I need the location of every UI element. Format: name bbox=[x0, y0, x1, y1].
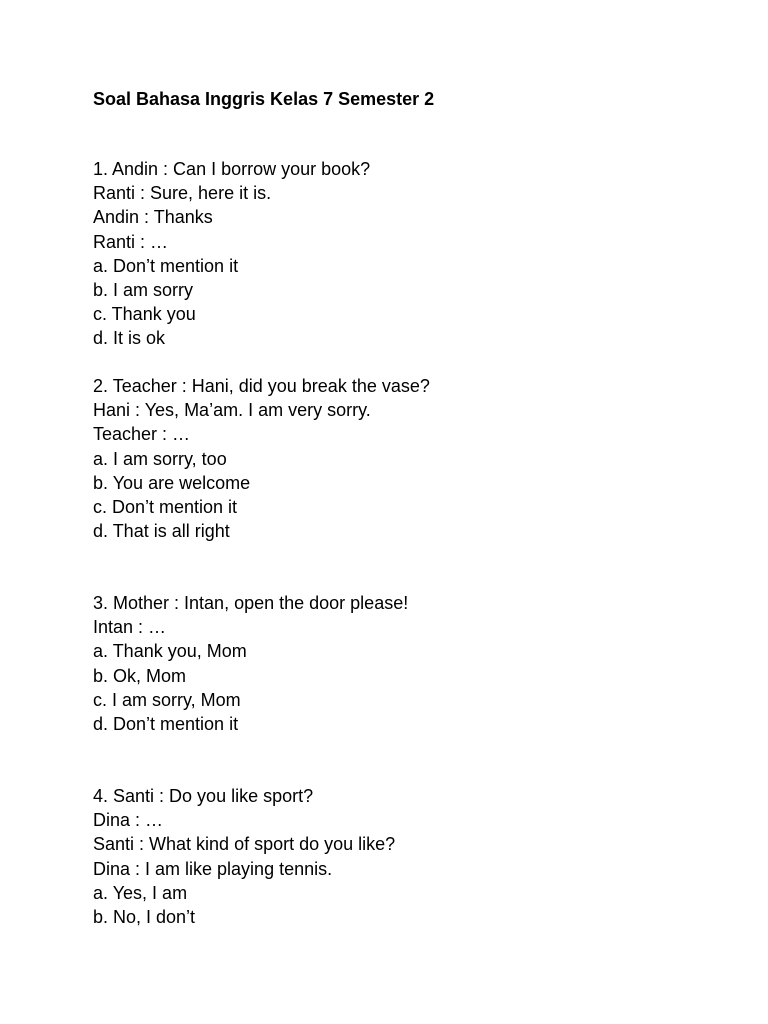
question-4-dialog-line: Santi : What kind of sport do you like? bbox=[93, 834, 396, 855]
question-3-option-a: a. Thank you, Mom bbox=[93, 641, 247, 662]
question-3-option-c: c. I am sorry, Mom bbox=[93, 689, 241, 710]
question-4-option-a: a. Yes, I am bbox=[93, 882, 188, 903]
question-3-option-b: b. Ok, Mom bbox=[93, 665, 187, 686]
question-2-dialog-line: Teacher : … bbox=[93, 424, 191, 445]
question-1 bbox=[93, 157, 370, 351]
question-1-option-a: a. Don’t mention it bbox=[93, 255, 239, 276]
question-1-option-c: c. Thank you bbox=[93, 304, 196, 325]
question-2-option-b: b. You are welcome bbox=[93, 472, 251, 493]
question-3 bbox=[93, 591, 408, 736]
question-2-option-a: a. I am sorry, too bbox=[93, 448, 227, 469]
question-4-option-b: b. No, I don’t bbox=[93, 907, 196, 928]
question-4 bbox=[93, 784, 395, 929]
question-1-dialog-line: Ranti : … bbox=[93, 231, 169, 252]
question-4-dialog-line: Dina : … bbox=[93, 810, 164, 831]
question-4-prompt: 4. Santi : Do you like sport? bbox=[93, 786, 314, 806]
question-2-option-c: c. Don’t mention it bbox=[93, 497, 238, 518]
question-3-dialog-line: Intan : … bbox=[93, 617, 167, 638]
question-1-prompt: 1. Andin : Can I borrow your book? bbox=[93, 159, 371, 179]
question-3-option-d: d. Don’t mention it bbox=[93, 714, 239, 735]
question-1-option-d: d. It is ok bbox=[93, 328, 166, 349]
question-4-dialog-line: Dina : I am like playing tennis. bbox=[93, 858, 333, 879]
question-2-dialog-line: Hani : Yes, Ma’am. I am very sorry. bbox=[93, 400, 371, 421]
question-1-dialog-line: Ranti : Sure, here it is. bbox=[93, 183, 272, 204]
question-2-prompt: 2. Teacher : Hani, did you break the vase? bbox=[93, 376, 430, 396]
question-2-option-d: d. That is all right bbox=[93, 521, 230, 542]
question-1-dialog-line: Andin : Thanks bbox=[93, 207, 213, 228]
question-2 bbox=[93, 374, 430, 543]
document-title: Soal Bahasa Inggris Kelas 7 Semester 2 bbox=[93, 89, 435, 109]
question-3-prompt: 3. Mother : Intan, open the door please! bbox=[93, 593, 409, 613]
question-1-option-b: b. I am sorry bbox=[93, 280, 194, 301]
